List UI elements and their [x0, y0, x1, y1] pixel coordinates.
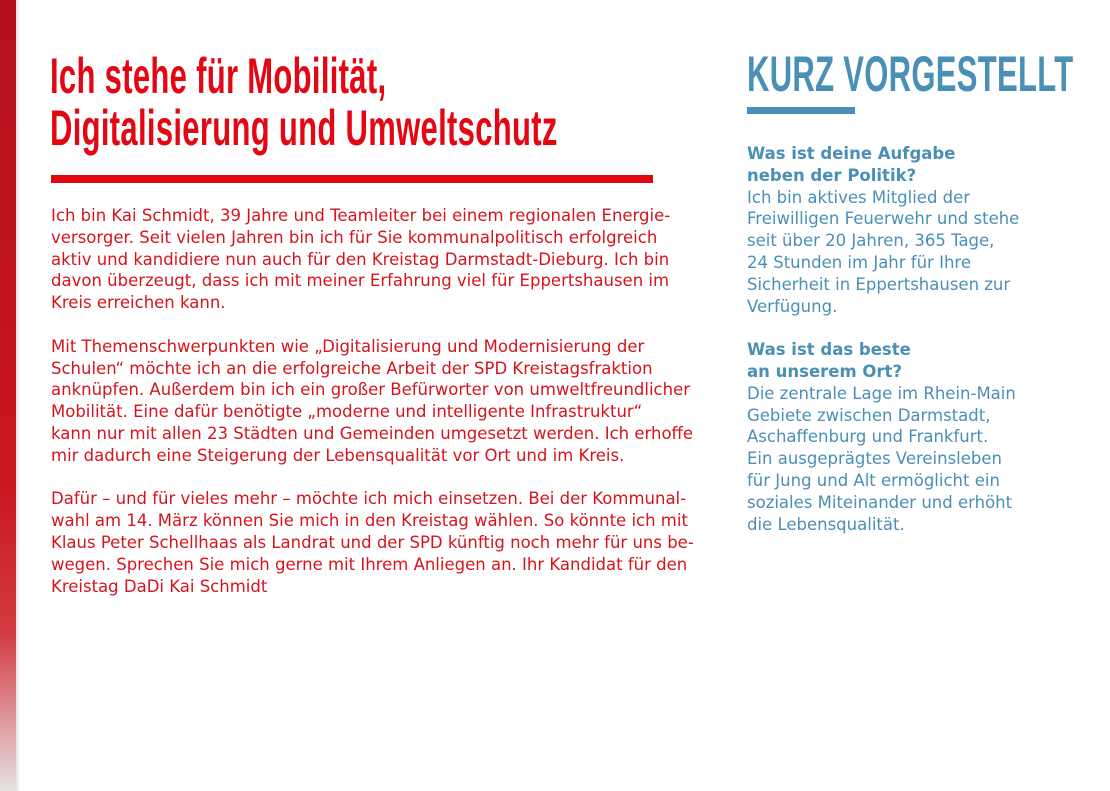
aside-title-underline: [747, 107, 855, 114]
qa-item-1: [747, 143, 1077, 317]
qa-item-2: [747, 339, 1077, 535]
qa-question-2: Was ist das beste an unserem Ort?: [747, 340, 911, 381]
aside-qa: [747, 143, 1077, 557]
qa-answer-1: Ich bin aktives Mitglied der Freiwilligen Feuerwehr und stehe seit über 20 Jahren, 365 Tage, 24 Stunden im Jahr für Ihre Sicherheit in Eppertshausen zur Verfügung.: [747, 187, 1020, 316]
headline-line-2: Digitalisierung und Umweltschutz: [50, 100, 558, 156]
qa-answer-2: Die zentrale Lage im Rhein-Main Gebiete zwischen Darmstadt, Aschaffenburg und Frankfurt. Ein ausgeprägtes Vereinsleben für Jung und Alt ermöglicht ein soziales Miteinander und erhöht die Lebensqualität.: [747, 383, 1016, 534]
body-text: [51, 205, 711, 619]
body-paragraph-3: Dafür – und für vieles mehr – möchte ich mich einsetzen. Bei der Kommunal- wahl am 14. März können Sie mich in den Kreistag wählen. So könnte ich mit Klaus Peter Schellhaas als Landrat und der SPD künftig noch mehr für uns be- wegen. Sprechen Sie mich gerne mit Ihrem Anliegen an. Ihr Kandidat für den Kreistag DaDi Kai Schmidt: [51, 489, 694, 596]
headline: [50, 48, 558, 156]
headline-underline: [51, 175, 653, 183]
body-paragraph-2: Mit Themenschwerpunkten wie „Digitalisierung und Modernisierung der Schulen“ möchte ich an die erfolgreiche Arbeit der SPD Kreistagsfraktion anknüpfen. Außerdem bin ich ein großer Befürworter von umweltfreundlicher Mobilität. Eine dafür benötigte „moderne und intelligente Infrastruktur“ kann nur mit allen 23 Städten und Gemeinden umgesetzt werden. Ich erhoffe mir dadurch eine Steigerung der Lebensqualität vor Ort und im Kreis.: [51, 336, 694, 465]
aside-title: KURZ VORGESTELLT: [747, 46, 1074, 102]
headline-line-1: Ich stehe für Mobilität,: [50, 48, 387, 104]
page-edge-red-band: [0, 0, 16, 791]
qa-question-1: Was ist deine Aufgabe neben der Politik?: [747, 144, 956, 185]
body-paragraph-1: Ich bin Kai Schmidt, 39 Jahre und Teamleiter bei einem regionalen Energie- versorger. Seit vielen Jahren bin ich für Sie kommunalpolitisch erfolgreich aktiv und kandidiere nun auch für den Kreistag Darmstadt-Dieburg. Ich bin davon überzeugt, dass ich mit meiner Erfahrung viel für Eppertshausen im Kreis erreichen kann.: [51, 206, 671, 313]
page-edge-shadow: [16, 0, 20, 791]
